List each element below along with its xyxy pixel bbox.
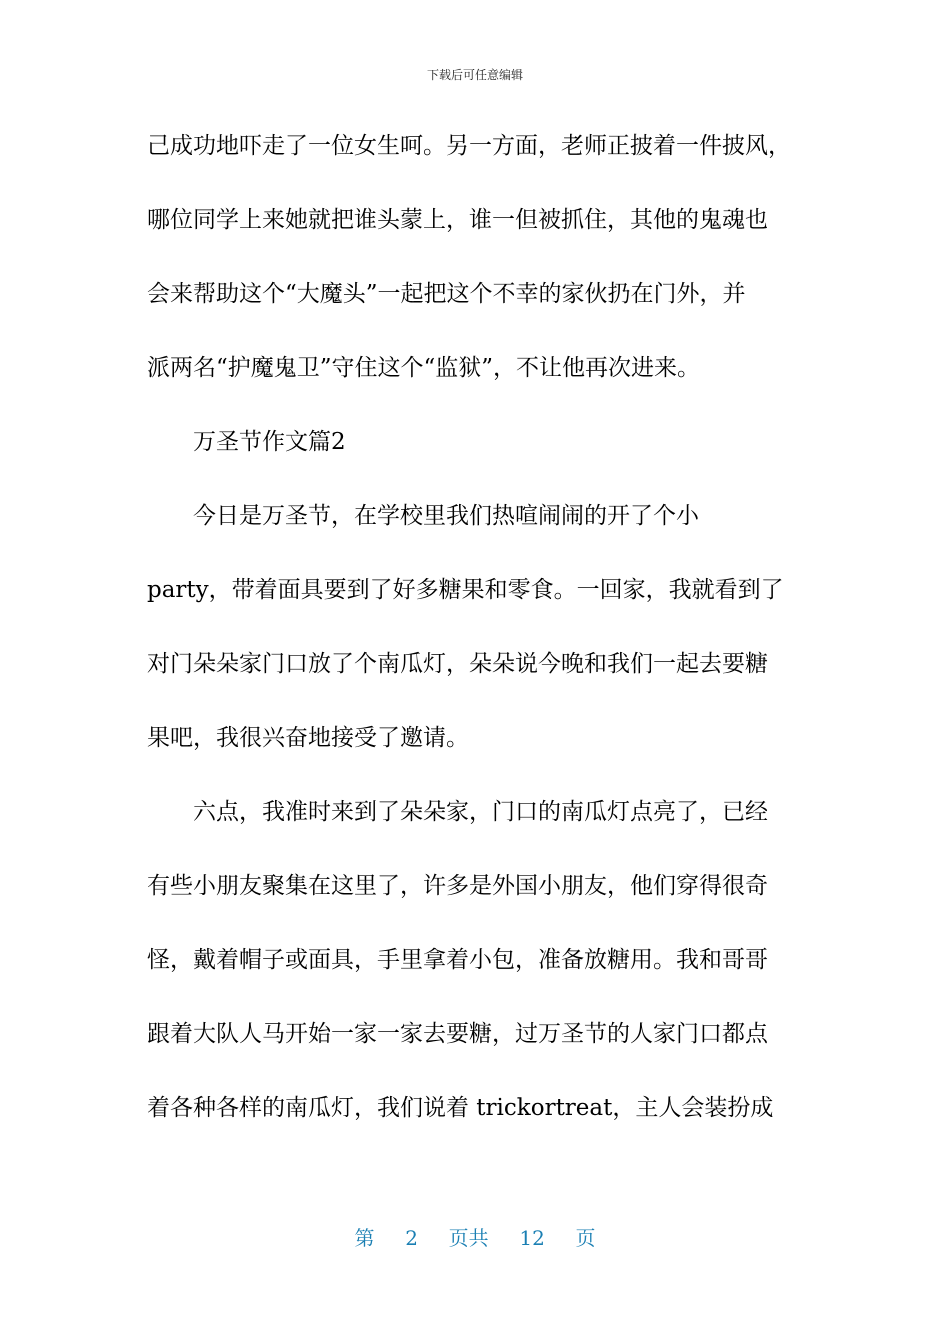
text-line: 哪位同学上来她就把谁头蒙上，谁一但被抓住，其他的鬼魂也 xyxy=(147,207,768,233)
header-note: 下载后可任意编辑 xyxy=(426,68,523,82)
document-body xyxy=(147,128,807,1164)
footer-page-suffix: 页 xyxy=(575,1226,596,1250)
text-line: 己成功地吓走了一位女生呵。另一方面，老师正披着一件披风， xyxy=(147,133,791,159)
text-line: 六点，我准时来到了朵朵家，门口的南瓜灯点亮了，已经 xyxy=(193,799,768,825)
text-line: party，带着面具要到了好多糖果和零食。一回家，我就看到了 xyxy=(147,577,784,603)
text-line: 有些小朋友聚集在这里了，许多是外国小朋友，他们穿得很奇 xyxy=(147,873,768,899)
footer-current-page: 2 xyxy=(405,1226,418,1250)
section-heading: 万圣节作文篇2 xyxy=(193,429,346,455)
text-line: 跟着大队人马开始一家一家去要糖，过万圣节的人家门口都点 xyxy=(147,1021,768,1047)
text-line: 果吧，我很兴奋地接受了邀请。 xyxy=(147,725,469,751)
text-line: 派两名“护魔鬼卫”守住这个“监狱”，不让他再次进来。 xyxy=(147,355,701,381)
text-line: 对门朵朵家门口放了个南瓜灯，朵朵说今晚和我们一起去要糖 xyxy=(147,651,768,677)
text-line: 会来帮助这个“大魔头”一起把这个不幸的家伙扔在门外，并 xyxy=(147,281,746,307)
page-footer xyxy=(0,1226,950,1250)
footer-page-mid: 页共 xyxy=(448,1226,489,1250)
text-line: 怪，戴着帽子或面具，手里拿着小包，准备放糖用。我和哥哥 xyxy=(147,947,768,973)
text-line: 今日是万圣节，在学校里我们热喧闹闹的开了个小 xyxy=(193,503,699,529)
footer-total-pages: 12 xyxy=(519,1226,545,1250)
text-line: 着各种各样的南瓜灯，我们说着 trickortreat，主人会装扮成 xyxy=(147,1095,774,1121)
footer-page-prefix: 第 xyxy=(354,1226,375,1250)
